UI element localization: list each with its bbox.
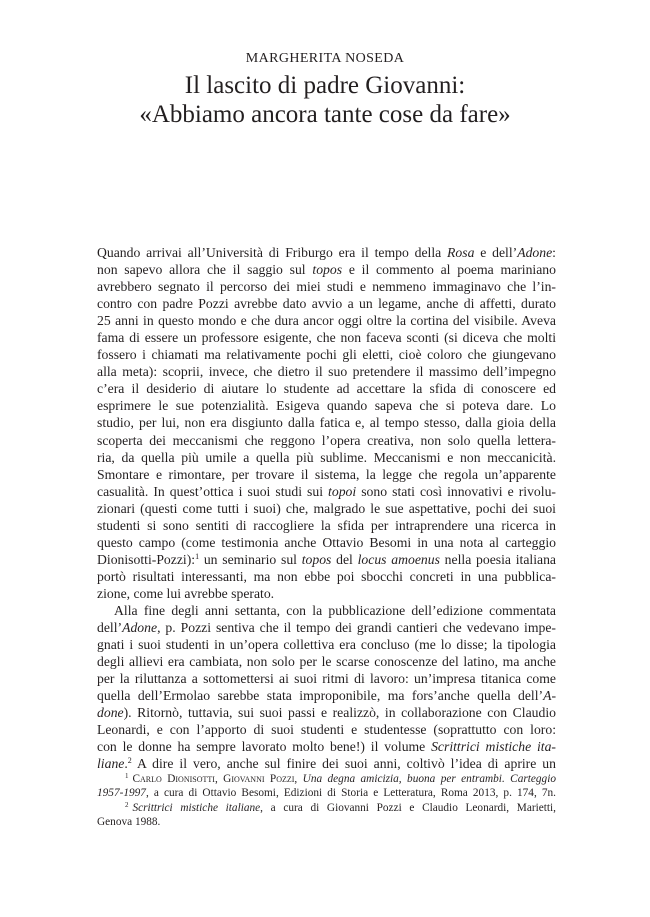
body-line: c’era il desiderio di aiutare lo studente ad accettare la sfida di conoscere ed <box>97 381 556 397</box>
footnote-number: 2 <box>125 800 129 809</box>
body-line: fossero i chiamati ma relativamente pochi gli eletti, cioè coloro che giungevano <box>97 347 556 363</box>
body-line: per la riluttanza a sottomettersi ai suoi ritmi di lavoro: un’impresa titanica come <box>97 671 556 687</box>
body-line: zione, come lui avrebbe sperato. <box>97 585 275 601</box>
body-line: studio, per lui, non era disgiunto dalla fatica e, al tempo stesso, dalla gioia della <box>97 415 556 431</box>
body-line: esprimere le sue potenzialità. Esigeva quando sapeva che si poteva dare. Lo <box>97 398 556 414</box>
body-line: Smontare e rimontare, per trovare il sistema, la legge che regola un’apparente <box>97 466 556 482</box>
footnotes <box>97 772 556 829</box>
body-line: done). Ritornò, tuttavia, sui suoi passi e realizzò, in collaborazione con Claudio <box>97 705 556 721</box>
footnote-number: 1 <box>125 772 129 780</box>
body-line: degli allievi era cambiata, non solo per le scarse conoscenze del latino, ma anche <box>97 654 556 670</box>
body-line: non sapevo allora che il saggio sul topos e il commento al poema mariniano <box>97 262 556 278</box>
footnote-2-line: $^2$ Scrittrici mistiche italiane, a cura di Giovanni Pozzi e Claudio Leonardi, Marietti, <box>125 800 556 814</box>
body-line: ria, da quella più umile a quella più sublime. Meccanismi e non meccanicità. <box>97 449 556 465</box>
body-line: alla meta): scoprii, invece, che dietro il suo pretendere il massimo dell’impegno <box>97 364 556 380</box>
footnote-ref-1[interactable]: 1 <box>195 551 200 561</box>
body-line: dell’Adone, p. Pozzi sentiva che il tempo dei grandi cantieri che vedevano impe- <box>97 620 556 636</box>
article-body <box>97 244 556 772</box>
body-line: questo campo (come testimonia anche Ottavio Besomi in una nota al carteggio <box>97 534 556 550</box>
body-line: casualità. In quest’ottica i suoi studi sui topoi sono stati così innovativi e rivolu- <box>97 483 556 499</box>
footnote-ref-2[interactable]: 2 <box>127 756 132 766</box>
article-title-line-2: «Abbiamo ancora tante cose da fare» <box>139 101 511 128</box>
body-line: 25 anni in questo mondo e che dura ancor oggi oltre la cortina del visibile. Aveva <box>97 313 556 329</box>
body-line: con le donne ha sempre lavorato molto bene!) il volume Scrittrici mistiche ita- <box>97 739 556 755</box>
body-line: scoperta dei meccanismi che reggono l’opera creativa, non solo quella lettera- <box>97 432 556 448</box>
body-line: studenti si sono sentiti di raccogliere la sfida per intraprendere una ricerca in <box>97 517 556 533</box>
body-line: Alla fine degli anni settanta, con la pubblicazione dell’edizione commentata <box>114 602 556 618</box>
article-title-line-1: Il lascito di padre Giovanni: <box>184 72 466 99</box>
body-line: quella dell’Ermolao sarebbe stata improponibile, ma fors’anche quella dell’A- <box>97 688 556 704</box>
body-line: Leonardi, e con l’apporto di suoi studenti e studentesse (soprattutto con loro: <box>97 722 556 738</box>
body-line: zionari (questi come tutti i suoi) che, malgrado le sue aspettative, pochi dei suoi <box>97 500 556 516</box>
body-line: liane.$^2$ A dire il vero, anche sul finire dei suoi anni, coltivò l’idea di aprire un <box>97 756 556 772</box>
footnote-2-line: Genova 1988. <box>97 815 161 828</box>
body-line: fama di essere un professore esigente, che non faceva sconti (si diceva che molti <box>97 330 556 346</box>
body-line: portò risultati interessanti, ma non ebbe poi sbocchi concreti in una pubblica- <box>97 568 556 584</box>
body-line: gnati i suoi studenti in un’opera collettiva era concluso (me lo disse; la tipologia <box>97 637 556 653</box>
footnote-1-line: $^1$ Carlo Dionisotti, Giovanni Pozzi, Una degna amicizia, buona per entrambi. Carteggio <box>125 772 556 785</box>
body-line: avrebbero segnato il percorso dei miei studi e nemmeno immaginavo che l’in- <box>97 279 556 295</box>
body-line: Quando arrivai all’Università di Friburgo era il tempo della Rosa e dell’Adone: <box>97 245 556 260</box>
footnote-1-line: 1957-1997, a cura di Ottavio Besomi, Edizioni di Storia e Letteratura, Roma 2013, p. 174, 7n. <box>97 787 556 800</box>
body-line: Dionisotti-Pozzi):$^1$ un seminario sul topos del locus amoenus nella poesia italiana <box>97 551 556 567</box>
author-name: MARGHERITA NOSEDA <box>245 51 405 66</box>
body-line: contro con padre Pozzi avrebbe dato avvio a un legame, anche di affetti, durato <box>97 296 556 312</box>
